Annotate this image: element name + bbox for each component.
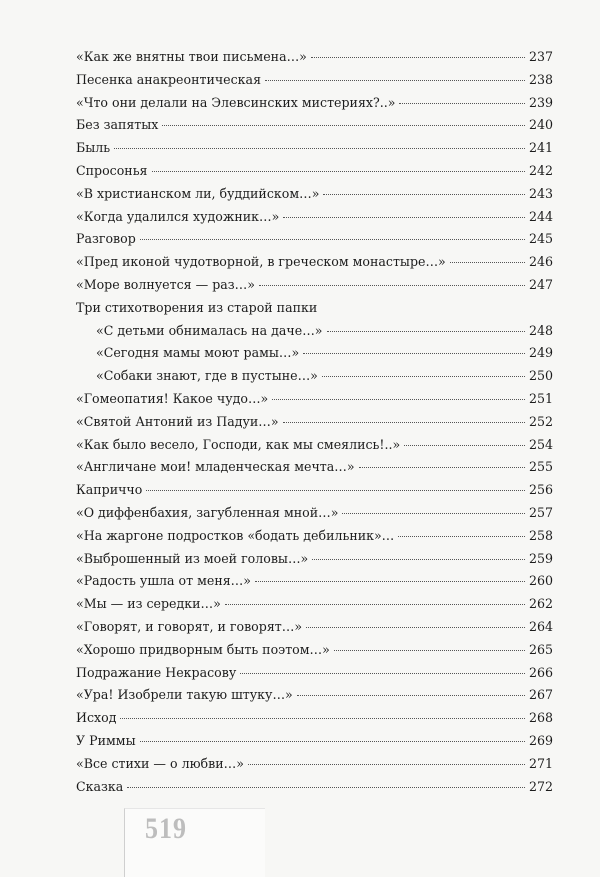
- toc-entry-page: 262: [528, 596, 553, 612]
- toc-entry-page: 247: [528, 276, 553, 292]
- toc-entry-title: «Как же внятны твои письмена…»: [76, 49, 307, 64]
- toc-dot-leader: [283, 422, 525, 423]
- toc-entry-page: 268: [528, 710, 553, 726]
- toc-dot-leader: [306, 627, 525, 628]
- toc-entry-title: «Хорошо придворным быть поэтом…»: [76, 641, 330, 657]
- toc-entry: [76, 228, 553, 251]
- toc-entry-title: «На жаргоне подростков «бодать дебильник»…: [76, 527, 395, 543]
- toc-entry-page: 252: [528, 413, 553, 429]
- toc-entry: [76, 183, 553, 206]
- toc-entry-title: «О диффенбахия, загубленная мной…»: [76, 504, 339, 520]
- toc-dot-leader: [146, 490, 525, 491]
- toc-entry-title: «С детьми обнималась на даче…»: [96, 322, 323, 338]
- toc-entry-title: Подражание Некрасову: [76, 664, 237, 680]
- toc-entry: [76, 434, 553, 457]
- toc-entry: [76, 662, 553, 685]
- toc-entry: [76, 548, 553, 571]
- toc-entry: [76, 639, 553, 662]
- toc-entry-title: Песенка анакреонтическая: [76, 71, 262, 87]
- toc-entry: [76, 684, 553, 707]
- toc-entry-title: «Гомеопатия! Какое чудо…»: [76, 390, 269, 406]
- toc-entry: [76, 274, 553, 297]
- toc-dot-leader: [272, 399, 525, 400]
- toc-dot-leader: [327, 331, 525, 332]
- toc-entry-title: «Море волнуется — раз…»: [76, 276, 255, 292]
- toc-entry-title: Исход: [76, 710, 117, 726]
- toc-entry: [76, 616, 553, 639]
- toc-dot-leader: [322, 376, 525, 377]
- toc-entry-title: «Святой Антоний из Падуи…»: [76, 413, 279, 429]
- toc-entry-title: Разговор: [76, 231, 136, 247]
- toc-dot-leader: [297, 695, 525, 696]
- toc-entry-title: «Все стихи — о любви…»: [76, 755, 244, 771]
- toc-dot-leader: [127, 787, 525, 788]
- toc-entry-page: 265: [528, 641, 553, 657]
- toc-entry-page: 269: [528, 732, 553, 748]
- toc-dot-leader: [225, 604, 525, 605]
- toc-dot-leader: [283, 217, 525, 218]
- toc-dot-leader: [255, 581, 525, 582]
- toc-entry-page: 257: [528, 504, 553, 520]
- toc-entry: [76, 297, 553, 320]
- toc-dot-leader: [303, 353, 525, 354]
- toc-dot-leader: [114, 148, 525, 149]
- toc-dot-leader: [152, 171, 525, 172]
- toc-entry-title: Быль: [76, 140, 111, 156]
- toc-entry-page: 255: [528, 459, 553, 475]
- toc-entry-page: 272: [528, 778, 553, 794]
- toc-entry-title: Каприччо: [76, 482, 143, 498]
- toc-entry: [76, 46, 553, 69]
- toc-dot-leader: [311, 57, 525, 58]
- toc-dot-leader: [334, 650, 525, 651]
- toc-entry: [76, 753, 553, 776]
- toc-entry-page: 241: [528, 140, 553, 156]
- toc-entry: [76, 411, 553, 434]
- toc-entry-title: «Как было весело, Господи, как мы смеялись!..»: [76, 436, 401, 452]
- toc-entry-title: «Что они делали на Элевсинских мистериях?..»: [76, 94, 396, 110]
- toc-entry: [76, 456, 553, 479]
- toc-entry-page: 259: [528, 550, 553, 566]
- toc-entry-title: Без запятых: [76, 117, 159, 133]
- toc-entry-page: 242: [528, 162, 553, 178]
- toc-entry-page: 266: [528, 664, 553, 680]
- toc-entry-title: «Когда удалился художник…»: [76, 208, 280, 224]
- toc-entry-title: «Собаки знают, где в пустыне…»: [96, 368, 318, 384]
- toc-entry: [76, 251, 553, 274]
- toc-dot-leader: [404, 445, 525, 446]
- toc-entry-page: 264: [528, 618, 553, 634]
- toc-entry-page: 239: [528, 94, 553, 110]
- toc-entry-page: 258: [528, 527, 553, 543]
- toc-entry-page: 245: [528, 231, 553, 247]
- toc-entry: [76, 206, 553, 229]
- toc-entry-page: 238: [528, 71, 553, 87]
- toc-entry-page: 240: [528, 117, 553, 133]
- toc-entry-page: 267: [528, 687, 553, 703]
- toc-entry-title: «В христианском ли, буддийском…»: [76, 185, 320, 201]
- toc-entry-title: «Сегодня мамы моют рамы…»: [96, 345, 300, 361]
- toc-entry: [76, 137, 553, 160]
- toc-entry-page: 248: [528, 322, 553, 338]
- table-of-contents: [76, 46, 553, 798]
- toc-entry-title: Сказка: [76, 778, 124, 794]
- toc-dot-leader: [120, 718, 524, 719]
- toc-entry-title: «Англичане мои! младенческая мечта…»: [76, 459, 355, 475]
- toc-entry: [76, 388, 553, 411]
- toc-entry-title: «Пред иконой чудотворной, в греческом монастыре…»: [76, 254, 446, 270]
- toc-entry: [76, 92, 553, 115]
- toc-dot-leader: [265, 80, 525, 81]
- toc-entry: [76, 707, 553, 730]
- toc-entry-page: 254: [528, 436, 553, 452]
- toc-dot-leader: [140, 741, 525, 742]
- toc-entry: [76, 320, 553, 343]
- toc-entry: [76, 160, 553, 183]
- toc-entry-page: 260: [528, 573, 553, 589]
- toc-entry: [76, 69, 553, 92]
- toc-entry: [76, 525, 553, 548]
- toc-entry: [76, 114, 553, 137]
- toc-entry-page: 251: [528, 390, 553, 406]
- toc-dot-leader: [248, 764, 525, 765]
- toc-dot-leader: [162, 125, 525, 126]
- toc-entry-title: «Радость ушла от меня…»: [76, 573, 251, 589]
- toc-dot-leader: [359, 467, 525, 468]
- toc-entry-page: 271: [528, 755, 553, 771]
- toc-entry: [76, 502, 553, 525]
- toc-entry-page: 246: [528, 254, 553, 270]
- toc-dot-leader: [140, 239, 525, 240]
- toc-dot-leader: [323, 194, 525, 195]
- toc-dot-leader: [342, 513, 525, 514]
- toc-dot-leader: [312, 559, 525, 560]
- toc-entry-page: 250: [528, 368, 553, 384]
- toc-entry-title: «Ура! Изобрели такую штуку…»: [76, 687, 293, 703]
- toc-entry-title: Спросонья: [76, 162, 148, 178]
- toc-dot-leader: [450, 262, 525, 263]
- toc-entry-page: 256: [528, 482, 553, 498]
- toc-dot-leader: [399, 103, 524, 104]
- page-number: 519: [145, 812, 187, 845]
- toc-entry: [76, 365, 553, 388]
- toc-entry-title: «Мы — из середки…»: [76, 596, 221, 612]
- toc-entry-title: «Выброшенный из моей головы…»: [76, 550, 309, 566]
- toc-dot-leader: [259, 285, 525, 286]
- toc-entry: [76, 593, 553, 616]
- toc-entry-title: У Риммы: [76, 732, 136, 748]
- toc-entry-page: 237: [528, 49, 553, 64]
- toc-entry-title: «Говорят, и говорят, и говорят…»: [76, 618, 303, 634]
- toc-dot-leader: [398, 536, 525, 537]
- toc-entry-title: Три стихотворения из старой папки: [76, 299, 318, 315]
- toc-entry: [76, 730, 553, 753]
- toc-entry-page: 249: [528, 345, 553, 361]
- toc-entry-page: 243: [528, 185, 553, 201]
- toc-entry-page: 244: [528, 208, 553, 224]
- toc-entry: [76, 479, 553, 502]
- toc-entry: [76, 342, 553, 365]
- toc-dot-leader: [240, 673, 525, 674]
- toc-entry: [76, 570, 553, 593]
- toc-entry: [76, 776, 553, 799]
